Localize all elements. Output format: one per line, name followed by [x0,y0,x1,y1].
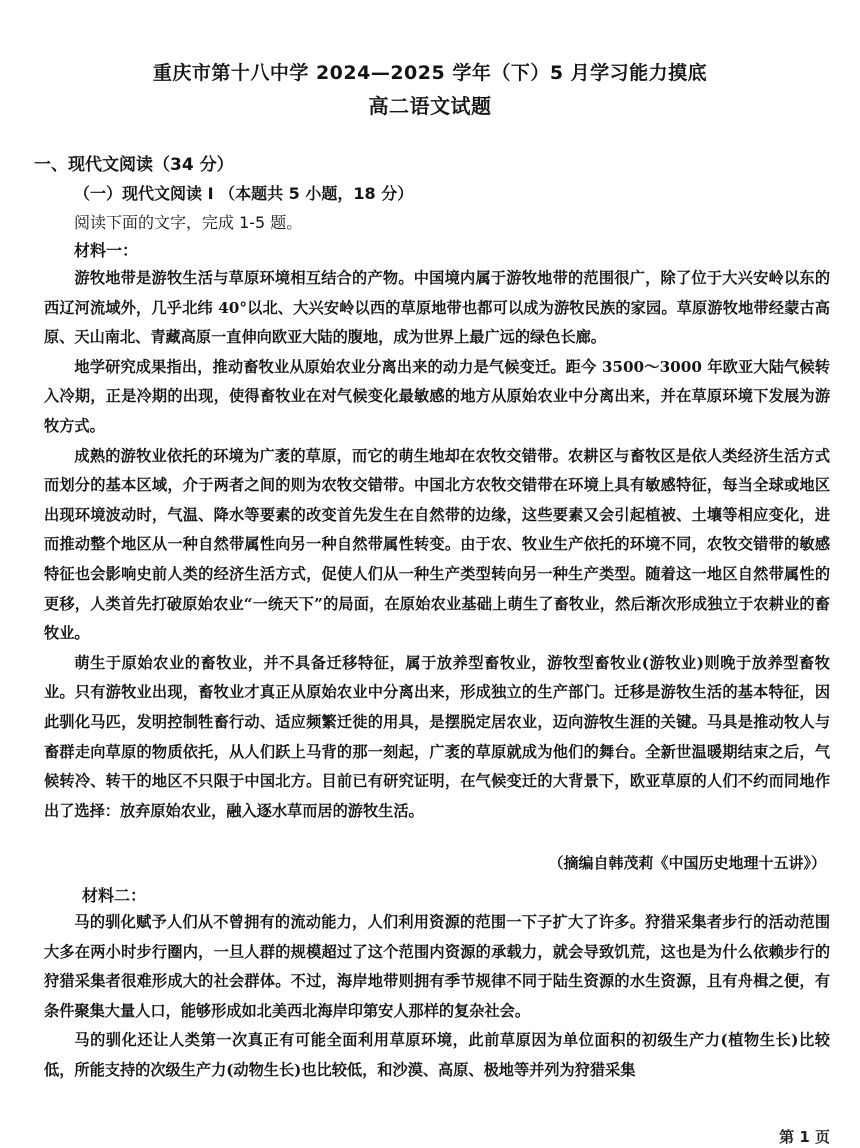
paragraph: 马的驯化赋予人们从不曾拥有的流动能力，人们利用资源的范围一下子扩大了许多。狩猎采集者步行的活动范围大多在两小时步行圈内，一旦人群的规模超过了这个范围内资源的承载力，就会导致饥荒，这也是为什么依赖步行的狩猎采集者很难形成大的社会群体。不过，海岸地带则拥有季节规律不同于陆生资源的水生资源，且有舟楫之便，有条件聚集大量人口，能够形成如北美西北海岸印第安人那样的复杂社会。 [44,913,830,1020]
material-2-label: 材料二： [82,886,147,905]
subsection-heading: （一）现代文阅读 I （本题共 5 小题，18 分） [74,184,414,203]
paragraph: 马的驯化还让人类第一次真正有可能全面利用草原环境，此前草原因为单位面积的初级生产力(植物生长)比较低，所能支持的次级生产力(动物生长)也比较低，和沙漠、高原、极地等并列为狩猎采集 [44,1031,830,1079]
paragraph: 地学研究成果指出，推动畜牧业从原始农业分离出来的动力是气候变迁。距今 3500～3000 年欧亚大陆气候转入冷期，正是冷期的出现，使得畜牧业在对气候变化最敏感的地方从原始农业中分离出来，并在草原环境下发展为游牧方式。 [44,357,830,435]
exam-subtitle: 高二语文试题 [368,94,492,118]
source-citation: （摘编自韩茂莉《中国历史地理十五讲》） [548,854,826,872]
material-1-body [44,264,830,826]
exam-title: 重庆市第十八中学 2024—2025 学年（下）5 月学习能力摸底 [152,62,708,84]
paragraph: 游牧地带是游牧生活与草原环境相互结合的产物。中国境内属于游牧地带的范围很广，除了位于大兴安岭以东的西辽河流域外，几乎北纬 40°以北、大兴安岭以西的草原地带也都可以成为游牧民族的家园。草原游牧地带经蒙古高原、天山南北、青藏高原一直伸向欧亚大陆的腹地，成为世界上最广远的绿色长廊。 [44,269,830,347]
material-1-label: 材料一： [74,241,139,260]
section-heading: 一、现代文阅读（34 分） [34,155,234,175]
page-number: 第 1 页 [779,1128,830,1146]
paragraph: 萌生于原始农业的畜牧业，并不具备迁移特征，属于放养型畜牧业，游牧型畜牧业(游牧业)则晚于放养型畜牧业。只有游牧业出现，畜牧业才真正从原始农业中分离出来，形成独立的生产部门。迁移是游牧生活的基本特征，因此驯化马匹，发明控制牲畜行动、适应频繁迁徙的用具，是摆脱定居农业，迈向游牧生涯的关键。马具是推动牧人与畜群走向草原的物质依托，从人们跃上马背的那一刻起，广袤的草原就成为他们的舞台。全新世温暖期结束之后，气候转冷、转干的地区不只限于中国北方。目前已有研究证明，在气候变迁的大背景下，欧亚草原的人们不约而同地作出了选择：放弃原始农业，融入逐水草而居的游牧生活。 [44,653,830,820]
instruction-text: 阅读下面的文字，完成 1-5 题。 [74,213,303,232]
material-2-body [44,908,830,1086]
paragraph: 成熟的游牧业依托的环境为广袤的草原，而它的萌生地却在农牧交错带。农耕区与畜牧区是依人类经济生活方式而划分的基本区域，介于两者之间的则为农牧交错带。中国北方农牧交错带在环境上具有敏感特征，每当全球或地区出现环境波动时，气温、降水等要素的改变首先发生在自然带的边缘，这些要素又会引起植被、土壤等相应变化，进而推动整个地区从一种自然带属性向另一种自然带属性转变。由于农、牧业生产依托的环境不同，农牧交错带的敏感特征也会影响史前人类的经济生活方式，促使人们从一种生产类型转向另一种生产类型。随着这一地区自然带属性的更移，人类首先打破原始农业“一统天下”的局面，在原始农业基础上萌生了畜牧业，然后渐次形成独立于农耕业的畜牧业。 [44,446,830,643]
